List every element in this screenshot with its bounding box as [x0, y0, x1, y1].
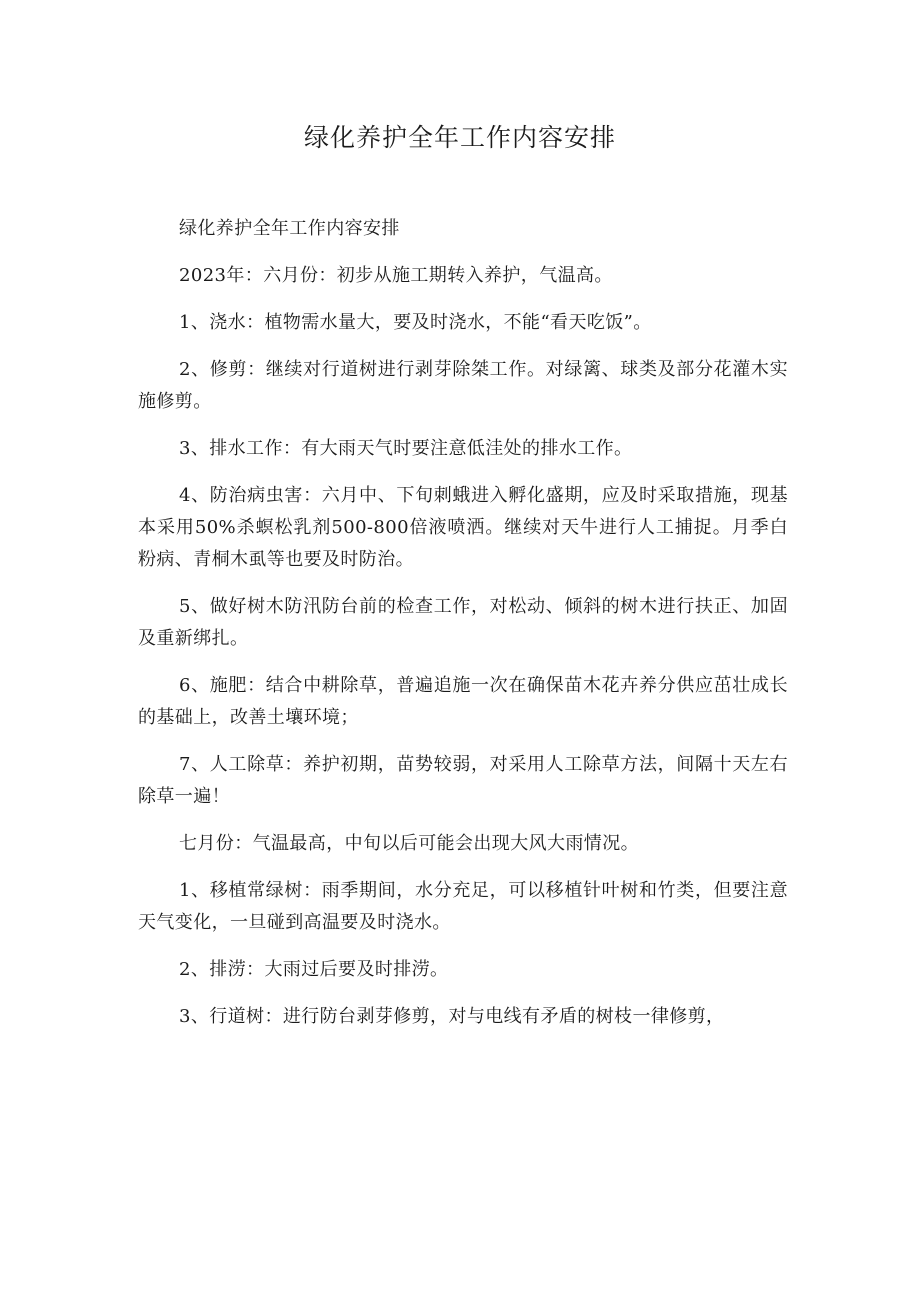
paragraph: 2023年：六月份：初步从施工期转入养护，气温高。: [179, 265, 613, 286]
paragraph: 7、人工除草：养护初期，苗势较弱，对采用人工除草方法，间隔十天左右除草一遍！: [138, 754, 788, 807]
paragraph: 3、排水工作：有大雨天气时要注意低洼处的排水工作。: [179, 438, 633, 459]
paragraph: 七月份：气温最高，中旬以后可能会出现大风大雨情况。: [179, 833, 639, 854]
paragraph: 绿化养护全年工作内容安排: [179, 218, 400, 239]
paragraph: 4、防治病虫害：六月中、下旬刺蛾进入孵化盛期，应及时采取措施，现基本采用50%杀螟松乳剂500-800倍液喷洒。继续对天牛进行人工捕捉。月季白粉病、青桐木虱等也要及时防治。: [138, 485, 788, 570]
paragraph: 2、排涝：大雨过后要及时排涝。: [179, 959, 449, 980]
paragraph: 3、行道树：进行防台剥芽修剪，对与电线有矛盾的树枝一律修剪，: [179, 1006, 725, 1027]
paragraph: 6、施肥：结合中耕除草，普遍追施一次在确保苗木花卉养分供应茁壮成长的基础上，改善土壤环境；: [138, 675, 788, 728]
document-body: [138, 213, 788, 1048]
paragraph: 1、移植常绿树：雨季期间，水分充足，可以移植针叶树和竹类，但要注意天气变化，一旦碰到高温要及时浇水。: [138, 880, 788, 933]
page-title: 绿化养护全年工作内容安排: [303, 123, 616, 152]
paragraph: 2、修剪：继续对行道树进行剥芽除桀工作。对绿篱、球类及部分花灌木实施修剪。: [138, 359, 788, 412]
paragraph: 5、做好树木防汛防台前的检查工作，对松动、倾斜的树木进行扶正、加固及重新绑扎。: [138, 596, 788, 649]
paragraph: 1、浇水：植物需水量大，要及时浇水，不能“看天吃饭”。: [179, 312, 652, 333]
